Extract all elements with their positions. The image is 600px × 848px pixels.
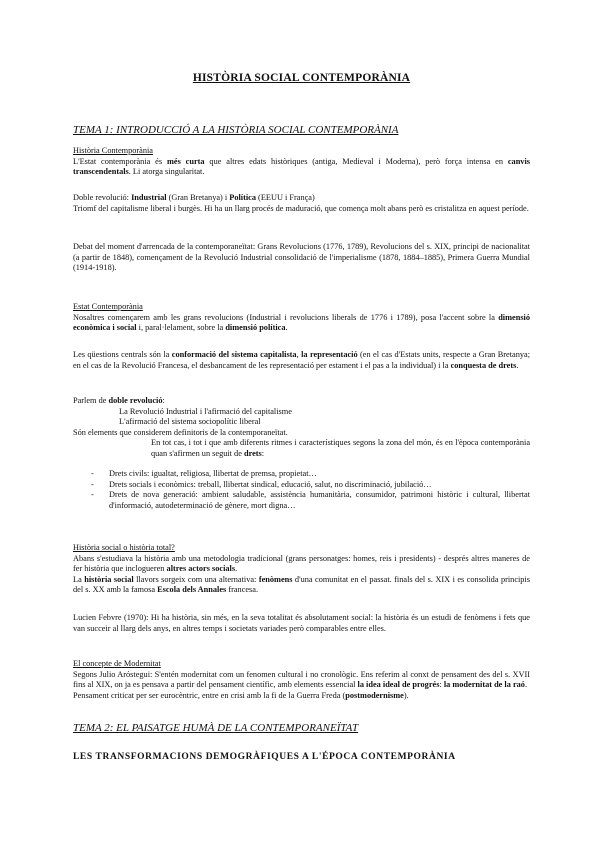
paragraph: La història social llavors sorgeix com una alternativa: fenòmens d'una comunitat en el passat. finals del s. XIX i es consolida principis del s. XX amb la famosa Escola dels Annales francesa. xyxy=(73,574,530,595)
section-historia-social xyxy=(73,543,530,596)
paragraph: Abans s'estudiava la història amb una metodologia tradicional (grans personatges: homes, reis i presidents) - després altres maneres de fer història que inclogueren altres actors socials. xyxy=(73,553,530,574)
paragraph: Pensament criticat per ser eurocèntric, entre en crisi amb la fi de la Guerra Freda (postmodernisme). xyxy=(73,690,409,700)
paragraph-febvre: Lucien Febvre (1970): Hi ha història, sin més, en la seva totalitat és absolutament social: la història és un estudi de fenòmens i fets que van succeir al llarg dels anys, en altres temps i societats variades però comparables entre elles. xyxy=(73,613,530,633)
list-item: - Drets de nova generació: ambient saludable, assistència humanitària, consumidor, patrimoni històric i cultural, llibertat d'informació, autodeterminació de gènere, mort digna… xyxy=(73,490,530,511)
section-title-transformacions: LES TRANSFORMACIONS DEMOGRÀFIQUES A L'ÉPOCA CONTEMPORÀNIA xyxy=(73,752,456,762)
drets-list xyxy=(73,469,530,511)
paragraph-questions-centrals: Les qüestions centrals són la conformació del sistema capitalista, la representació (en el cas d'Estats units, respecte a Gran Bretanya; en el cas de la Revolució Francesa, el desbancament de les representació per estament i el pas a la individual) i la conquesta de drets. xyxy=(73,350,530,370)
paragraph: En tot cas, i tot i que amb diferents ritmes i característiques segons la zona del món, és en l'època contemporània quan s'afirmen un seguit de drets: xyxy=(151,438,530,458)
paragraph-doble-revolucio-list xyxy=(73,396,530,460)
section-doble-revolucio xyxy=(73,193,530,214)
tema-1-heading: TEMA 1: INTRODUCCIÓ A LA HISTÒRIA SOCIAL CONTEMPORÀNIA xyxy=(73,124,399,136)
list-item: La Revolució Industrial i l'afirmació del capitalisme xyxy=(119,406,292,416)
section-heading: Estat Contemporània xyxy=(73,302,143,311)
section-heading: Història Contemporània xyxy=(73,146,153,155)
paragraph: Nosaltres començarem amb les grans revolucions (Industrial i revolucions liberals de 1776 i 1789), posa l'accent sobre la dimensió econòmica i social i, paral·lelament, sobre la dimensió política. xyxy=(73,312,530,333)
tema-2-heading: TEMA 2: EL PAISATGE HUMÀ DE LA CONTEMPORANEÏTAT xyxy=(73,722,359,734)
paragraph: Parlem de doble revolució: xyxy=(73,396,165,405)
list-item: - Drets socials i econòmics: treball, llibertat sindical, educació, salut, no discriminació, jubilació… xyxy=(73,480,530,491)
list-item: - Drets civils: igualtat, religiosa, llibertat de premsa, propietat… xyxy=(73,469,530,480)
section-modernitat xyxy=(73,659,530,701)
paragraph-debat: Debat del moment d'arrencada de la contemporaneïtat: Grans Revolucions (1776, 1789), Revolucions del s. XIX, principi de nacionalitat (a partir de 1848), començament de la Revolució Industrial consolidació de l'imperialisme (1878, 1884–1885), Primera Guerra Mundial (1914-1918). xyxy=(73,242,530,273)
paragraph: Segons Julio Aróstegui: S'entén modernitat com un fenomen cultural i no cronològic. Ens referim al conxt de pensament des del s. XVII fins al XIX, on ja es pensava a partir del pensament científic, amb elements essencial la idea ideal de progrés: la modernitat de la raó. xyxy=(73,669,530,690)
paragraph: Són elements que considerem definitoris de la contemporaneïtat. xyxy=(73,427,288,437)
paragraph: Triomf del capitalisme liberal i burgès. Hi ha un llarg procés de maduració, que comença molt abans però es cristalitza en aquest període. xyxy=(73,203,529,213)
document-title: HISTÒRIA SOCIAL CONTEMPORÀNIA xyxy=(192,72,411,84)
paragraph: L'Estat contemporània és més curta que altres edats històriques (antiga, Medieval i Moderna), però força intensa en canvis transcendentals. Li atorga singularitat. xyxy=(73,156,530,177)
section-estat-contemporania xyxy=(73,302,530,334)
section-heading: El concepte de Modernitat xyxy=(73,659,161,668)
section-historia-contemporania xyxy=(73,146,530,178)
section-heading: Història social o història total? xyxy=(73,543,175,552)
paragraph: Doble revolució: Industrial (Gran Bretanya) i Política (EEUU i França) xyxy=(73,193,315,202)
list-item: L'afirmació del sistema sociopolític liberal xyxy=(119,417,261,427)
